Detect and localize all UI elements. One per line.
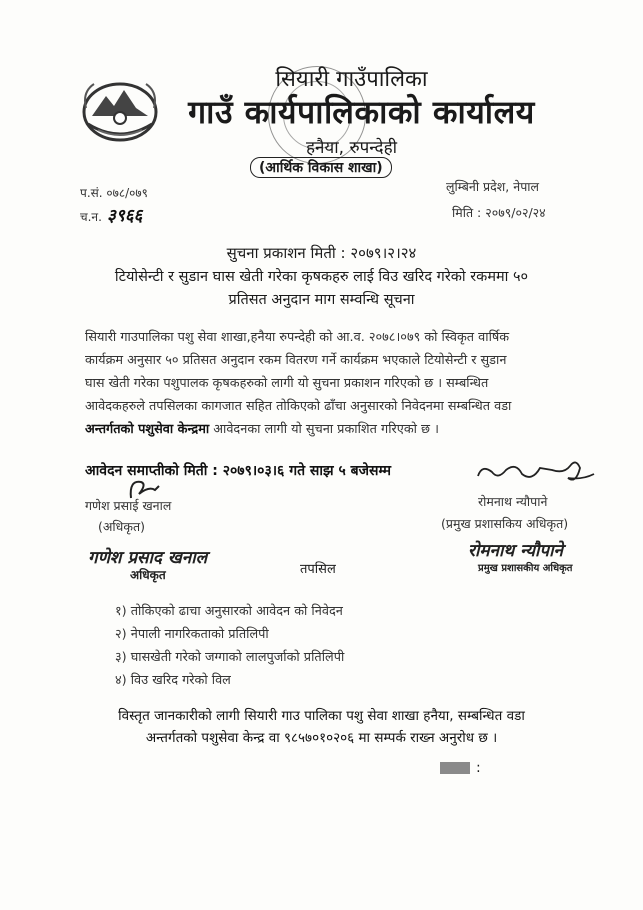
body-line: आवेदकहरुले तपसिलका कागजात सहित तोकिएको ढाँचा अनुसारको निवेदनमा सम्बन्धित वडा xyxy=(85,399,512,414)
list-item: १) तोकिएको ढाचा अनुसारको आवेदन को निवेदन xyxy=(115,604,343,619)
right-stamp-name: रोमनाथ न्यौपाने xyxy=(468,541,563,561)
closing-line1: विस्तृत जानकारीको लागी सियारी गाउ पालिका पशु सेवा शाखा हनैया, सम्बन्धित वडा xyxy=(118,708,525,724)
body-bold-text: अन्तर्गतको पशुसेवा केन्द्रमा xyxy=(85,422,210,437)
redaction-mark xyxy=(440,762,470,774)
dispatch-label: च.न. xyxy=(80,210,102,224)
list-item: ४) विउ खरिद गरेको विल xyxy=(115,673,231,688)
list-item: ३) घासखेती गरेको जग्गाको लालपुर्जाको प्रतिलिपी xyxy=(115,650,345,665)
body-line-5 xyxy=(85,418,610,441)
right-signatory-title: (प्रमुख प्रशासकिय अधिकृत) xyxy=(441,516,569,531)
closing-line2: अन्तर्गतको पशुसेवा केन्द्र वा ९८५७०१०२०६ मा सम्पर्क राख्न अनुरोध छ । xyxy=(145,730,498,746)
office-name: गाउँ कार्यपालिकाको कार्यालय xyxy=(188,93,535,131)
notice-body xyxy=(85,326,610,441)
reference-number: प.सं. ०७८/०७९ xyxy=(80,186,148,200)
notice-title-line2: प्रतिसत अनुदान माग सम्वन्धि सूचना xyxy=(228,292,415,308)
list-item: २) नेपाली नागरिकताको प्रतिलिपी xyxy=(115,627,269,642)
branch-name: (आर्थिक विकास शाखा) xyxy=(250,157,392,178)
left-stamp-title: अधिकृत xyxy=(130,568,166,582)
notice-publish-date: सुचना प्रकाशन मिती : २०७९।२।२४ xyxy=(226,244,417,262)
province-name: लुम्बिनी प्रदेश, नेपाल xyxy=(446,179,540,194)
body-line: कार्यक्रम अनुसार ५० प्रतिसत अनुदान रकम वितरण गर्ने कार्यक्रम भएकाले टियोसेन्टी र सुडान xyxy=(85,353,507,368)
application-deadline: आवेदन समाप्तीको मिती : २०७९।०३।६ गते साझ ५ बजेसम्म xyxy=(85,463,392,479)
municipality-name: सियारी गाउँपालिका xyxy=(275,67,428,92)
right-signatory-name: रोमनाथ न्यौपाने xyxy=(478,494,548,509)
left-stamp-name: गणेश प्रसाद खनाल xyxy=(88,548,208,568)
left-signatory-title: (अधिकृत) xyxy=(98,519,145,534)
right-stamp-title: प्रमुख प्रशासकीय अधिकृत xyxy=(478,563,573,574)
office-location: हनैया, रुपन्देही xyxy=(305,138,398,158)
dispatch-number xyxy=(80,203,142,226)
dispatch-value: ३९६६ xyxy=(107,206,143,226)
notice-title-line1: टियोसेन्टी र सुडान घास खेती गरेका कृषकहरु लाई विउ खरिद गरेको रकममा ५० xyxy=(114,269,529,285)
left-signatory-name: गणेश प्रसाई खनाल xyxy=(85,498,172,513)
header-date: मिति : २०७९/०२/२४ xyxy=(452,205,546,220)
body-line: सियारी गाउपालिका पशु सेवा शाखा,हनैया रुपन्देही को आ.व. २०७८।०७९ को स्विकृत वार्षिक xyxy=(85,330,510,345)
body-text: आवेदनका लागी यो सुचना प्रकाशित गरिएको छ । xyxy=(209,422,439,437)
right-signature-icon xyxy=(472,454,602,492)
body-line: घास खेती गरेका पशुपालक कृषकहरुको लागी यो सुचना प्रकाशन गरिएको छ । सम्बन्धित xyxy=(85,376,489,391)
trailing-colon: : xyxy=(476,760,481,776)
tapsil-heading: तपसिल xyxy=(300,562,336,577)
